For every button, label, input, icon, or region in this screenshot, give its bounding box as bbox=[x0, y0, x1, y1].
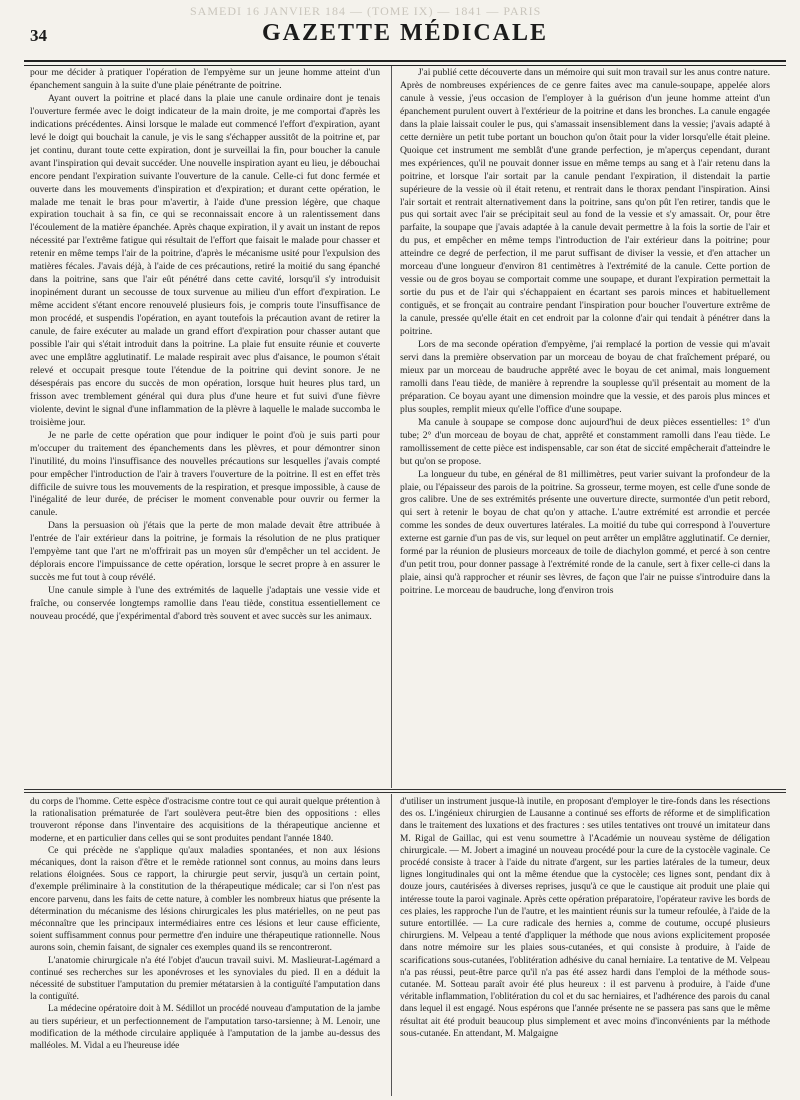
paragraph: L'anatomie chirurgicale n'a été l'objet d'aucun travail suivi. M. Maslieurat-Lagémard a continué ses recherches sur les aponévroses et les synoviales du pied. Il en a déduit la nécessité de substituer l'amputation du premier métatarsien à la contiguïté l'amputation dans la contiguïté. bbox=[30, 955, 380, 1003]
bottom-left-column bbox=[30, 796, 380, 1096]
paragraph: Ce qui précède ne s'applique qu'aux maladies spontanées, et non aux lésions mécaniques, dont la raison d'être et le remède rationnel sont connus, au moins dans leurs relations éloignées. Sous ce rapport, la chirurgie peut servir, jusqu'à un certain point, d'exemple préliminaire à la constitution de la thérapeutique médicale; car si l'on n'est pas encore parvenu, dans les faits de cette nature, à combler les nombreux hiatus que présente la détermination du mécanisme des lésions chirurgicales les plus matérielles, on ne peut pas méconnaître que les principaux intermédiaires entre ces lésions et leur cause efficiente, soient suffisamment connus pour permettre d'en induire une thérapeutique rationnelle. Nous aurons soin, chemin faisant, de signaler ces exemples quand ils se rencontreront. bbox=[30, 845, 380, 954]
journal-title: GAZETTE MÉDICALE bbox=[261, 20, 549, 46]
page-number: 34 bbox=[30, 26, 47, 45]
top-right-column bbox=[400, 67, 770, 785]
top-left-column bbox=[30, 67, 380, 785]
bottom-right-column bbox=[400, 796, 770, 1096]
paragraph: Dans la persuasion où j'étais que la perte de mon malade devait être attribuée à l'entrée de l'air extérieur dans la poitrine, je formais la résolution de ne plus pratiquer l'empyème tant que l'art ne m'offrirait pas un moyen sûr d'empêcher un tel accident. Je déplorais encore l'impuissance de cette opération, lorsque le secret propre à en assurer le succès me fut tout à coup révélé. bbox=[30, 520, 380, 584]
paragraph: Ayant ouvert la poitrine et placé dans la plaie une canule ordinaire dont je tenais l'ouverture fermée avec le doigt indicateur de la main droite, je me comportai d'après les indications précédentes. Ainsi lorsque le malade eut commencé l'effort d'expiration, ayant levé le doigt qui bouchait la canule, je vis le sang s'échapper aussitôt de la poitrine et, par jet continu, durant toute cette expiration, dont je surveillai la fin, pour boucher la canule avant l'inspiration qui devait succéder. Une nouvelle inspiration ayant eu lieu, je débouchai encore pendant l'expiration suivante l'ouverture de la canule. Celle-ci fut donc fermée et ouverte dans les mouvements d'inspiration et d'expiration; et durant cette opération, le malade me tenait le bras pour m'avertir, à l'aide d'une pression légère, que chaque expiration touchait à sa fin, ce qui se reconnaissait encore à un ralentissement dans l'écoulement de la matière épanchée. Après chaque expiration, il y avait un instant de repos nécessité par l'extrême fatigue qui résultait de l'effort que faisait le malade pour chasser et retenir en même temps l'air de la poitrine, d'après le mécanisme usité pour l'expulsion des matières fécales. J'avais déjà, à l'aide de ces précautions, retiré la moitié du sang épanché dans la poitrine, sans que l'air eût pénétré dans cette cavité, lorsqu'il s'y introduisit inopinément durant un secousse de toux survenue au milieu d'un effort d'expiration. Le même accident s'étant encore renouvelé plusieurs fois, je compris toute l'insuffisance de mon procédé, et suspendis l'opération, en ayant toutefois la précaution avant de retirer la canule, de faire exécuter au malade un grand effort d'expiration pour chasser autant que possible l'air qui s'était introduit dans la poitrine. La plaie fut ensuite réunie et couverte avec une emplâtre agglutinatif. Le malade respirait avec plus d'aisance, le poumon s'était relevé et occupait presque toute l'étendue de la poitrine qui devint sonore. Je ne désespérais pas encore du succès de mon opération, lorsque huit heures plus tard, un frisson avec tremblement général qui dura plus d'une heure et fut suivi d'une fièvre violente, devint le signal d'une inflammation de la plèvre à laquelle le malade succomba le troisième jour. bbox=[30, 92, 380, 428]
paragraph: Je ne parle de cette opération que pour indiquer le point d'où je suis parti pour m'occuper du traitement des épanchements dans les plèvres, et pour démontrer sinon l'inutilité, du moins l'insuffisance des nouvelles précautions sur lesquelles j'avais compté pour empêcher l'introduction de l'air à travers l'ouverture de la poitrine. Il est en effet très difficile de suivre tous les mouvements de la respiration, et presque impossible, à cause de l'inégalité de leur durée, de préciser le moment convenable pour ouvrir ou fermer la canule. bbox=[30, 429, 380, 519]
paragraph: d'utiliser un instrument jusque-là inutile, en proposant d'employer le tire-fonds dans les résections des os. L'ingénieux chirurgien de Lausanne a continué ses efforts de réforme et de simplification dans le traitement des luxations et des fractures : ses utiles tentatives ont trouvé un imitateur dans M. Rigal de Gaillac, qui est venu soumettre à l'Académie un nouveau système de déligation chirurgicale. — M. Jobert a imaginé un nouveau procédé pour la cure de la cystocèle vaginale. Ce procédé consiste à tracer à l'aide du nitrate d'argent, sur les parties latérales de la tumeur, deux lignes longitudinales qui ont la même étendue que la cystocèle; ces lignes sont, pendant dix à douze jours, cautérisées à diverses reprises, jusqu'à ce que le caustique ait produit une plaie qui intéresse toute la paroi vaginale. Après cette opération préparatoire, l'opérateur ravive les bords de ces plaies, les rapproche l'un de l'autre, et les maintient réunis sur la tumeur refoulée, à l'aide de la suture entortillée. — La cure radicale des hernies a, comme de coutume, occupé plusieurs chirurgiens. M. Velpeau a tenté d'appliquer la méthode que nous avions explicitement proposée dans notre mémoire sur les plaies sous-cutanées, et qui consiste à produire, à l'aide de scarifications sous-cutanées, l'oblitération adhésive du canal herniaire. La tentative de M. Velpeau n'a pas réussi, peut-être parce qu'il n'a pas été assez hardi dans l'emploi de la méthode sous-cutanée. M. Sotteau paraît avoir été plus heureux : il est parvenu à produire, à l'aide d'une véritable inflammation, l'oblitération du col et du sac herniaires, et l'adhérence des parois du canal dans lequel il est engagé. Nous espérons que l'année présente ne se passera pas sans que le même résultat ait été produit beaucoup plus simplement et avec moins d'inconvénients par la méthode sous-cutanée. En attendant, M. Malgaigne bbox=[400, 797, 770, 1039]
header-rule bbox=[24, 60, 786, 66]
paragraph: pour me décider à pratiquer l'opération de l'empyème sur un jeune homme atteint d'un épanchement sanguin à la suite d'une plaie pénétrante de poitrine. bbox=[30, 67, 380, 91]
section-rule bbox=[24, 789, 786, 793]
column-divider-bottom bbox=[391, 794, 392, 1096]
paragraph: Lors de ma seconde opération d'empyème, j'ai remplacé la portion de vessie qui m'avait servi dans la première observation par un morceau de boyau de chat fraîchement préparé, ou mieux par un morceau de baudruche apprêté avec le boyau de cet animal, mais longuement ramolli dans l'eau tiède, de manière à reprendre la souplesse qu'il présentait au moment de la préparation. Ce boyau ayant une dimension moindre que la vessie, et des parois plus minces et plus souples, remplit mieux qu'elle l'office d'une soupape. bbox=[400, 339, 770, 415]
paragraph: La médecine opératoire doit à M. Sédillot un procédé nouveau d'amputation de la jambe au tiers supérieur, et un perfectionnement de l'amputation tarso-tarsienne; à M. Lenoir, une modification de la méthode circulaire appliquée à l'amputation de la jambe au-dessus des malléoles. M. Vidal a eu l'heureuse idée bbox=[30, 1004, 380, 1052]
paragraph: du corps de l'homme. Cette espèce d'ostracisme contre tout ce qui aurait quelque prétention à la rationalisation prématurée de l'art soulèvera peut-être bien des oppositions : elles trouveront réponse dans l'inventaire des acquisitions de la thérapeutique ancienne et moderne, et en particulier dans celles qui se sont produites pendant l'année 1840. bbox=[30, 797, 380, 844]
paragraph: Une canule simple à l'une des extrémités de laquelle j'adaptais une vessie vide et fraîche, ou conservée longtemps ramollie dans l'eau tiède, constitua essentiellement ce nouveau procédé, que j'expérimental d'abord très souvent et avec succès sur les animaux. bbox=[30, 585, 380, 623]
paragraph: J'ai publié cette découverte dans un mémoire qui suit mon travail sur les anus contre nature. Après de nombreuses expériences de ce genre faites avec ma canule-soupape, appelée alors canule à vessie, j'eus occasion de l'employer à la guérison d'un jeune homme atteint d'un épanchement purulent ouvert à l'extérieur de la poitrine et dans les bronches. La canule engagée dans la plaie laissait couler le pus, qui s'amassait insensiblement dans la vessie; j'avais adapté à cette dernière un petit tube portant un bouchon qu'on ôtait pour la vider lorsqu'elle était pleine. Quoique cet instrument me semblât d'une grande perfection, je m'aperçus cependant, durant mes expériences, qu'il ne pouvait donner issue en même temps au sang et à l'air retenu dans la poitrine, et lorsque l'air sortait par la canule pendant l'expiration, il distendait la partie supérieure de la vessie où il était retenu, et rentrait dans le thorax pendant l'inspiration. Ainsi l'air sortait et rentrait alternativement dans la poitrine, sans qu'on pût l'en retirer, tandis que le pus qui sortait avec l'air se précipitait seul au fond de la vessie et s'y amassait. Or, pour être parfaite, la soupape que j'avais adaptée à la canule devait permettre à la fois la sortie de l'air et du pus, et empêcher en même temps l'introduction de l'air extérieur dans la poitrine; pour atteindre ce degré de perfection, il me parut suffisant de diviser la vessie, et d'en attacher un morceau d'une longueur d'environ 81 centimètres à l'extrémité de la canule. Cette portion de vessie ou de gros boyau se comportait comme une soupape, et durant l'expiration permettait la sortie du pus et de l'air qui s'échappaient en écartant ses parois minces et habituellement contiguës, et se fronçait au contraire pendant l'inspiration pour boucher l'ouverture extrême de la canule, pressée qu'elle était en cet endroit par la colonne d'air qui tendait à pénétrer dans la poitrine. bbox=[400, 67, 770, 338]
page-header bbox=[24, 18, 786, 54]
paragraph: La longueur du tube, en général de 81 millimètres, peut varier suivant la profondeur de la plaie, ou l'épaisseur des parois de la poitrine. Sa grosseur, terme moyen, est celle d'une sonde de gros calibre. Une de ses extrémités présente une ouverture directe, surmontée d'un petit rebord, qui sert à retenir le boyau de chat qu'on y attache. L'autre extrémité est arrondie et percée comme les sondes de deux ouvertures latérales. La moitié du tube qui correspond à l'ouverture externe est garnie d'un pas de vis, sur lequel on peut arrêter un emplâtre agglutinatif. Ce dernier, formé par la réunion de plusieurs morceaux de toile de diachylon gommé, et percé à son centre d'un petit trou, pour donner passage à l'extrémité ronde de la canule, sert à fixer celle-ci dans la plaie, ainsi qu'à rapprocher et réunir ses lèvres, de façon que l'air ne puisse s'introduire dans la poitrine. Le morceau de baudruche, long d'environ trois bbox=[400, 468, 770, 597]
bleed-through-header: SAMEDI 16 JANVIER 184 — (TOME IX) — 1841 — PARIS bbox=[190, 4, 542, 18]
column-divider-top bbox=[391, 66, 392, 788]
paragraph: Ma canule à soupape se compose donc aujourd'hui de deux pièces essentielles: 1° d'un tube; 2° d'un morceau de boyau de chat, apprêté et constamment ramolli dans l'eau tiède. Le ramollissement de cette pièce est indispensable, car son état de siccité empêcherait d'atteindre le but qu'on se propose. bbox=[400, 416, 770, 467]
